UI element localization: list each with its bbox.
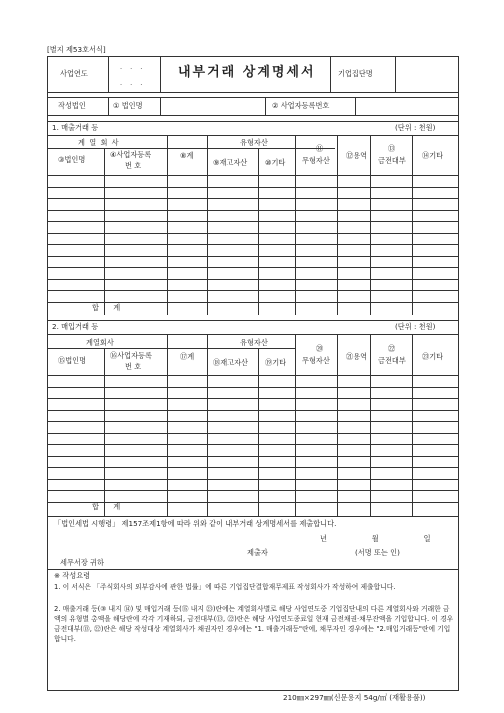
s1-col-regno-2: 번 호 [125, 161, 142, 170]
grid-line [47, 456, 459, 457]
divider [47, 334, 459, 335]
grid-line [47, 187, 459, 188]
grid-line [47, 490, 459, 491]
grid-line [47, 244, 459, 245]
divider [330, 56, 331, 92]
grid-line [47, 279, 459, 280]
grid-line [47, 398, 459, 399]
grid-line [47, 387, 459, 388]
s1-counterparty-header: 계 열 회 사 [78, 138, 120, 147]
grid-line [412, 334, 413, 516]
divider [47, 92, 459, 93]
grid-line [47, 221, 459, 222]
form-label: [별지 제53호서식] [47, 45, 106, 54]
s1-sum-label: 합 계 [92, 303, 127, 312]
grid-line [337, 135, 338, 315]
s1-col-other: ⑩기타 [265, 158, 286, 167]
form-border [47, 56, 459, 691]
divider [395, 56, 396, 92]
s1-col-service: ⑫용역 [346, 151, 368, 160]
grid-line [47, 148, 207, 149]
s2-counterparty-header: 계열회사 [86, 338, 114, 347]
grid-line [47, 467, 459, 468]
declaration-date: 년 월 일 [320, 534, 433, 543]
year-marks-top: . . . [120, 63, 146, 71]
s1-col-fin-no: ⑬ [388, 144, 396, 153]
grid-line [47, 175, 459, 176]
s2-col-intangible-no: ⑳ [316, 344, 324, 353]
divider [47, 516, 459, 517]
s1-col-intangible: 무형자산 [302, 156, 330, 165]
grid-line [412, 135, 413, 315]
grid-line [207, 135, 208, 315]
section1-unit: (단위 : 천원) [395, 123, 436, 132]
divider [47, 569, 459, 570]
s2-col-total: ⑰계 [180, 352, 195, 361]
note-item-1: 1. 이 서식은 「주식회사의 외부감사에 관한 법률」에 따른 기업집단결합재무제표 작성회사가 작성하여 제출합니다. [54, 583, 396, 591]
s2-sum-label: 합 계 [92, 502, 127, 511]
s2-col-etc: ㉓기타 [422, 352, 444, 361]
s1-col-inventory: ⑨재고자산 [213, 158, 248, 167]
section1-title: 1. 매출거래 등 [52, 123, 99, 132]
grid-line [207, 348, 295, 349]
group-label: 기업집단명 [338, 69, 373, 78]
note-item-2: 2. 매출거래 등(③ 내지 ⑭) 및 매입거래 등(⑮ 내지 ㉓)란에는 계열회사별로 해당 사업연도중 기업집단내의 다른 계열회사와 거래한 금액의 유형별 총액을 해당란에 각각 기재하되, 금전대부(⑬, ㉒)란은 해당 사업연도종료일 현재 금전채권·채무잔액을 기입합니다. 이 경우 금전대부(⑬, ㉒)란은 해당 작성대상 계열회사가 채권자인 경우에는 "1. 매출거래등"란에, 채무자인 경우에는 "2.매입거래등"란에 기입합니다. [54, 605, 454, 643]
footer-spec: 210㎜×297㎜(신문용지 54g/㎡ (재활용품)) [283, 693, 426, 702]
s2-col-fin-no: ㉒ [388, 344, 396, 353]
grid-line [47, 267, 459, 268]
s1-col-etc: ⑭기타 [422, 151, 444, 160]
grid-line [47, 198, 459, 199]
divider [47, 320, 459, 321]
grid-line [207, 334, 208, 516]
s1-col-fin: 금전대부 [378, 156, 406, 165]
s2-col-regno-1: ⑯사업자등록 [110, 351, 152, 360]
s1-tangible-header: 유형자산 [240, 138, 268, 147]
s2-col-fin: 금전대부 [378, 356, 406, 365]
s2-col-other: ⑲기타 [265, 358, 287, 367]
grid-line [370, 135, 371, 315]
divider [160, 56, 161, 92]
grid-line [370, 334, 371, 516]
s2-col-service: ㉑용역 [346, 352, 368, 361]
signature-label: (서명 또는 인) [355, 548, 400, 557]
divider [47, 115, 459, 116]
s2-col-name: ⑮법인명 [58, 356, 87, 365]
divider [47, 121, 459, 122]
declaration-text: 「법인세법 시행령」 제157조제1항에 따라 위와 같이 내부거래 상계명세서를 제출합니다. [54, 519, 337, 528]
s2-col-intangible: 무형자산 [302, 356, 330, 365]
section2-title: 2. 매입거래 등 [52, 322, 99, 331]
grid-line [295, 334, 296, 516]
submitter-label: 제출자 [247, 548, 268, 557]
grid-line [47, 210, 459, 211]
divider [355, 97, 356, 115]
grid-line [47, 444, 459, 445]
grid-line [167, 135, 168, 315]
s2-col-regno-2: 번 호 [125, 362, 142, 371]
grid-line [207, 148, 295, 149]
grid-line [47, 421, 459, 422]
s1-col-total: ⑧계 [180, 151, 194, 160]
divider [108, 56, 109, 92]
grid-line [295, 135, 296, 315]
s1-col-name: ③법인명 [58, 155, 86, 164]
divider [160, 97, 161, 115]
s1-col-regno-1: ④사업자등록 [110, 150, 152, 159]
grid-line [337, 334, 338, 516]
section2-unit: (단위 : 천원) [395, 322, 436, 331]
grid-line [47, 410, 459, 411]
year-label: 사업연도 [60, 69, 88, 78]
grid-line [47, 479, 459, 480]
notes-heading: ※ 작성요령 [54, 571, 91, 580]
grid-line [47, 256, 459, 257]
page-title: 내부거래 상계명세서 [178, 65, 316, 80]
grid-line [167, 334, 168, 516]
grid-line [47, 348, 207, 349]
grid-line [47, 290, 459, 291]
grid-line [47, 375, 459, 376]
grid-line [47, 233, 459, 234]
s2-tangible-header: 유형자산 [240, 338, 268, 347]
year-marks-bottom: . . . [120, 79, 146, 87]
s2-col-inventory: ⑱재고자산 [213, 358, 248, 367]
divider [265, 97, 266, 115]
grid-line [47, 433, 459, 434]
addressee: 세무서장 귀하 [60, 558, 104, 567]
divider [108, 97, 109, 115]
corp-name-label: ① 법인명 [113, 101, 143, 110]
divider [47, 135, 459, 136]
corp-label: 작성법인 [58, 101, 86, 110]
corp-regno-label: ② 사업자등록번호 [272, 101, 330, 110]
